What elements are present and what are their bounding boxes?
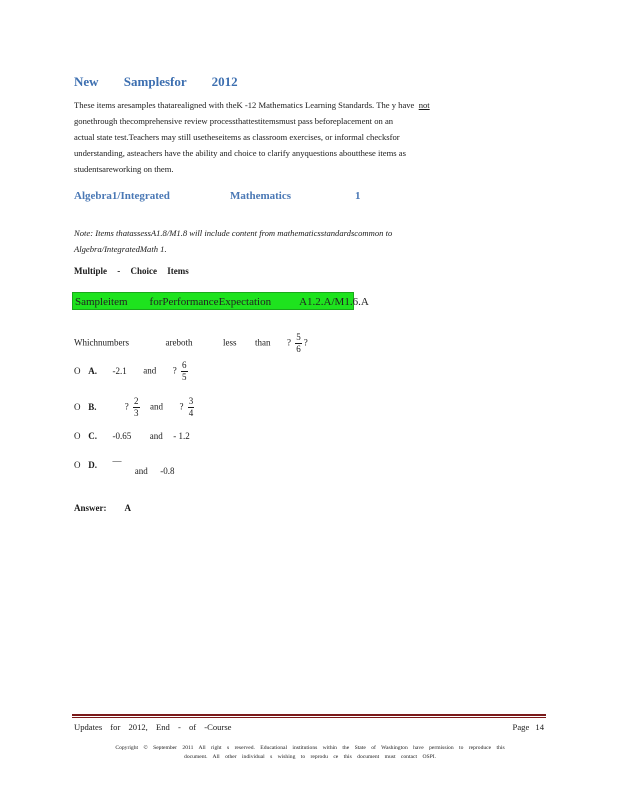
page-title: New Samplesfor 2012 <box>74 74 238 89</box>
intro-paragraph <box>74 97 554 177</box>
option-b-fraction-2: $\frac{3}{4}$ <box>188 396 194 418</box>
intro-line-1: These items aresamples thatarealigned with theK -12 Mathematics Learning Standards. The y have not <box>74 100 430 110</box>
sample-item-bar: Sampleitem forPerformanceExpectation A1.2.A/M1.6.A <box>72 292 354 310</box>
footer-divider <box>72 714 546 716</box>
multiple-choice-heading: Multiple - Choice Items <box>74 266 189 276</box>
option-a-fraction: $\frac{6}{5}$ <box>182 360 187 382</box>
note-paragraph <box>74 225 544 257</box>
radio-icon[interactable]: O <box>74 460 81 470</box>
option-d-dash: — <box>112 456 122 466</box>
footer-left: Updates for 2012, End - of -Course <box>74 722 232 732</box>
page-number: Page 14 <box>512 722 544 732</box>
copyright-notice <box>70 744 550 762</box>
radio-icon[interactable]: O <box>74 365 81 376</box>
underlined-not: not <box>418 100 430 110</box>
option-c[interactable]: O C. -0.65 and - 1.2 <box>74 431 190 441</box>
option-b-fraction-1: $\frac{2}{3}$ <box>134 396 139 418</box>
option-a[interactable]: O A. -2.1 and ? $\frac{6}{5}$ <box>74 360 187 382</box>
answer-line: Answer: A <box>74 503 131 513</box>
intro-line-3: actual state test.Teachers may still usetheseitems as classroom exercises, or informal checksfor <box>74 132 400 142</box>
option-letter: D. <box>88 460 97 470</box>
option-letter: A. <box>88 365 97 376</box>
note-line-2: Algebra/IntegratedMath 1. <box>74 244 167 254</box>
intro-line-2: gonethrough thecomprehensive review processthattestitemsmust pass beforeplacement on an <box>74 116 394 126</box>
footer-divider-thin <box>72 717 546 718</box>
copyright-line-2: document. All other individual s wishing to reprodu ce this document must contact OSPI. <box>184 754 436 760</box>
option-letter: B. <box>88 401 97 412</box>
question-text: Whichnumbers areboth less than ? $\frac{5}{6}$ ? <box>74 332 308 354</box>
section-heading: Algebra1/Integrated Mathematics 1 <box>74 190 361 202</box>
option-letter: C. <box>88 431 97 441</box>
radio-icon[interactable]: O <box>74 431 81 441</box>
copyright-line-1: Copyright © September 2011 All right s reserved. Educational institutions within the State of Washington have permission to reproduce this <box>115 745 505 751</box>
question-fraction: $\frac{5}{6}$ <box>296 332 301 354</box>
intro-line-5: studentsareworking on them. <box>74 164 174 174</box>
intro-line-4: understanding, asteachers have the ability and choice to clarify anyquestions aboutthese items as <box>74 148 406 158</box>
note-line-1: Note: Items thatassessA1.8/M1.8 will include content from mathematicsstandardscommon to <box>74 228 393 238</box>
option-d[interactable]: O D. — and -0.8 <box>74 456 175 476</box>
radio-icon[interactable]: O <box>74 401 81 412</box>
option-b[interactable]: O B. ? $\frac{2}{3}$ and ? $\frac{3}{4}$ <box>74 396 194 418</box>
